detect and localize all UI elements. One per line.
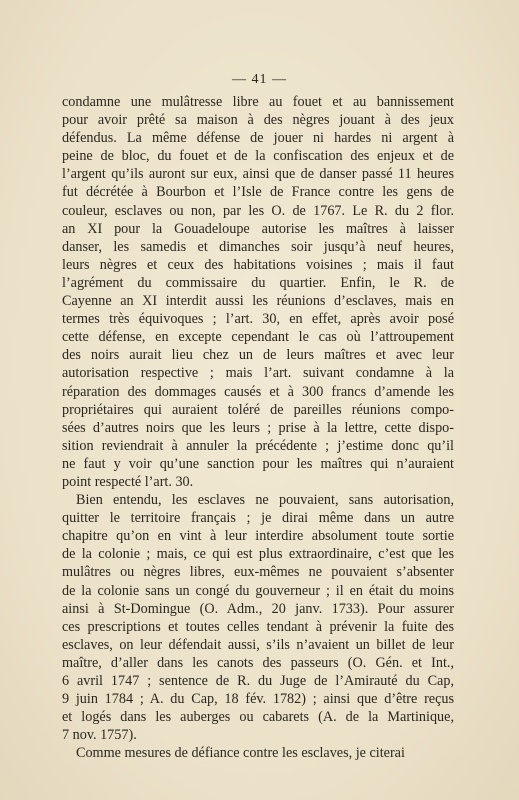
text-line: maître, d’aller dans les canots des passeurs (O. Gén. et Int., (62, 654, 454, 671)
text-line: Cayenne an XI interdit aussi les réunions d’esclaves, mais en (62, 293, 454, 310)
text-line: fut décrétée à Bourbon et l’Isle de France contre les gens de (62, 184, 454, 201)
text-line: condamne une mulâtresse libre au fouet et au bannissement (62, 94, 454, 110)
text-line: peine de bloc, du fouet et de la confiscation des enjeux et de (62, 148, 454, 165)
text-line: sition reviendrait à annuler la précédente ; j’estime donc qu’il (62, 437, 454, 454)
text-line: 7 nov. 1757). (62, 727, 137, 744)
text-line: esclaves, on leur défendait aussi, s’ils n’avaient un billet de leur (62, 636, 454, 653)
text-line: chapitre qu’on en vint à leur interdire absolument toute sortie (62, 528, 454, 545)
text-line: et logés dans les auberges ou cabarets (A. de la Martinique, (62, 709, 454, 726)
body-text (62, 93, 454, 762)
text-line: propriétaires qui auraient toléré de pareilles réunions compo- (62, 401, 454, 418)
text-line: ainsi à St-Domingue (O. Adm., 20 janv. 1733). Pour assurer (62, 600, 454, 617)
text-line: cette défense, en excepte cependant le cas où l’attroupement (62, 329, 454, 346)
text-line: autorisation respective ; mais l’art. suivant condamne à la (62, 365, 454, 382)
text-line: des noirs aurait lieu chez un de leurs maîtres et avec leur (62, 347, 454, 364)
text-line: Bien entendu, les esclaves ne pouvaient, sans autorisation, (76, 492, 454, 509)
text-line: 6 avril 1747 ; sentence de R. du Juge de l’Amirauté du Cap, (62, 673, 454, 689)
text-line: point respecté l’art. 30. (62, 473, 194, 490)
page-number: — 41 — (232, 72, 287, 87)
text-line: Comme mesures de défiance contre les esclaves, je citerai (76, 745, 405, 762)
text-line: leurs nègres et ceux des habitations voisines ; mais il faut (62, 256, 454, 273)
text-line: ne faut y voir qu’une sanction pour les maîtres qui n’auraient (62, 455, 454, 472)
text-line: l’agrément du commissaire du quartier. Enfin, le R. de (62, 274, 454, 291)
text-line: défendus. La même défense de jouer ni hardes ni argent à (62, 130, 454, 147)
text-line: pour avoir prêté sa maison à des nègres jouant à des jeux (62, 112, 454, 129)
text-line: l’argent qu’ils auront sur eux, ainsi que de danser passé 11 heures (62, 166, 454, 183)
text-line: danser, les samedis et dimanches soir jusqu’à neuf heures, (62, 238, 454, 255)
text-line: termes très équivoques ; l’art. 30, en effet, après avoir posé (62, 311, 454, 328)
text-line: 9 juin 1784 ; A. du Cap, 18 fév. 1782) ; ainsi que d’être reçus (62, 691, 454, 708)
text-line: couleur, esclaves ou non, par les O. de 1767. Le R. du 2 flor. (62, 202, 454, 219)
text-line: mulâtres ou nègres libres, eux-mêmes ne pouvaient s’absenter (62, 564, 454, 581)
text-line: réparation des dommages causés et à 300 francs d’amende les (62, 383, 454, 400)
text-line: sées d’autres noirs que les leurs ; prise à la lettre, cette dispo- (62, 419, 454, 436)
text-line: de la colonie sans un congé du gouverneur ; il en était du moins (62, 582, 454, 599)
text-line: an XI pour la Gouadeloupe autorise les maîtres à laisser (62, 220, 454, 237)
text-line: quitter le territoire français ; je dirai même dans un autre (62, 510, 454, 527)
text-line: de la colonie ; mais, ce qui est plus extraordinaire, c’est que les (62, 546, 454, 563)
text-line: ces prescriptions et toutes celles tendant à prévenir la fuite des (62, 618, 454, 635)
